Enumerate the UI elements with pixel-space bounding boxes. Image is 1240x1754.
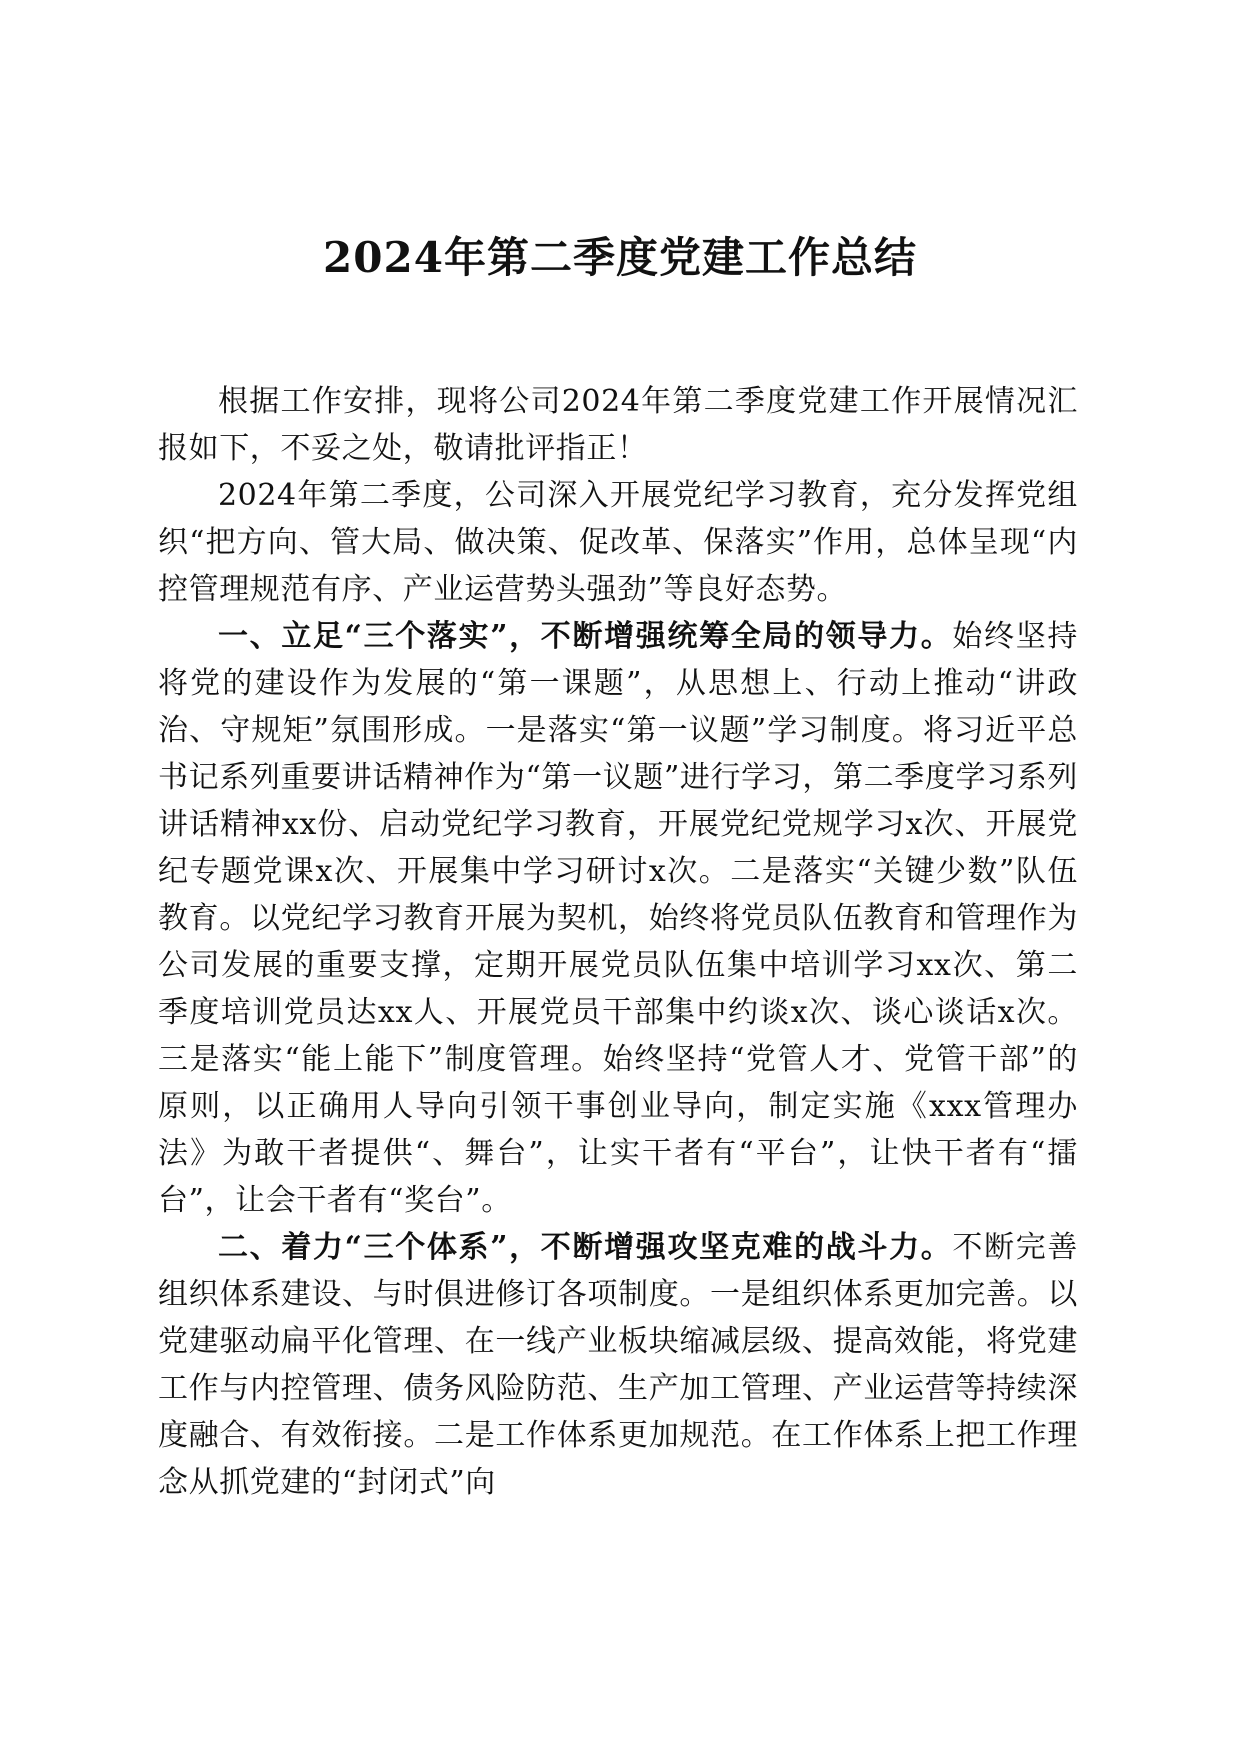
paragraph-section-2 [158, 1224, 1078, 1506]
paragraph-text: 2024年第二季度，公司深入开展党纪学习教育，充分发挥党组织“把方向、管大局、做决策、促改革、保落实”作用，总体呈现“内控管理规范有序、产业运营势头强劲”等良好态势。 [158, 478, 1078, 607]
paragraph-intro [158, 378, 1078, 472]
document-title: 2024年第二季度党建工作总结 [323, 233, 917, 282]
paragraph-section-1 [158, 613, 1078, 1224]
section-heading-2: 二、着力“三个体系”，不断增强攻坚克难的战斗力。 [218, 1230, 953, 1265]
paragraph-text: 始终坚持将党的建设作为发展的“第一课题”，从思想上、行动上推动“讲政治、守规矩”氛围形成。一是落实“第一议题”学习制度。将习近平总书记系列重要讲话精神作为“第一议题”进行学习，第二季度学习系列讲话精神xx份、启动党纪学习教育，开展党纪党规学习x次、开展党纪专题党课x次、开展集中学习研讨x次。二是落实“关键少数”队伍教育。以党纪学习教育开展为契机，始终将党员队伍教育和管理作为公司发展的重要支撑，定期开展党员队伍集中培训学习xx次、第二季度培训党员达xx人、开展党员干部集中约谈x次、谈心谈话x次。三是落实“能上能下”制度管理。始终坚持“党管人才、党管干部”的原则，以正确用人导向引领干事创业导向，制定实施《xxx管理办法》为敢干者提供“、舞台”，让实干者有“平台”，让快干者有“擂台”，让会干者有“奖台”。 [158, 619, 1078, 1218]
section-heading-1: 一、立足“三个落实”，不断增强统筹全局的领导力。 [218, 619, 953, 654]
paragraph-text: 根据工作安排，现将公司2024年第二季度党建工作开展情况汇报如下，不妥之处，敬请批评指正！ [158, 384, 1078, 466]
document-body [158, 378, 1078, 1506]
paragraph-overview [158, 472, 1078, 613]
paragraph-text: 不断完善组织体系建设、与时俱进修订各项制度。一是组织体系更加完善。以党建驱动扁平化管理、在一线产业板块缩减层级、提高效能，将党建工作与内控管理、债务风险防范、生产加工管理、产业运营等持续深度融合、有效衔接。二是工作体系更加规范。在工作体系上把工作理念从抓党建的“封闭式”向 [158, 1230, 1078, 1500]
